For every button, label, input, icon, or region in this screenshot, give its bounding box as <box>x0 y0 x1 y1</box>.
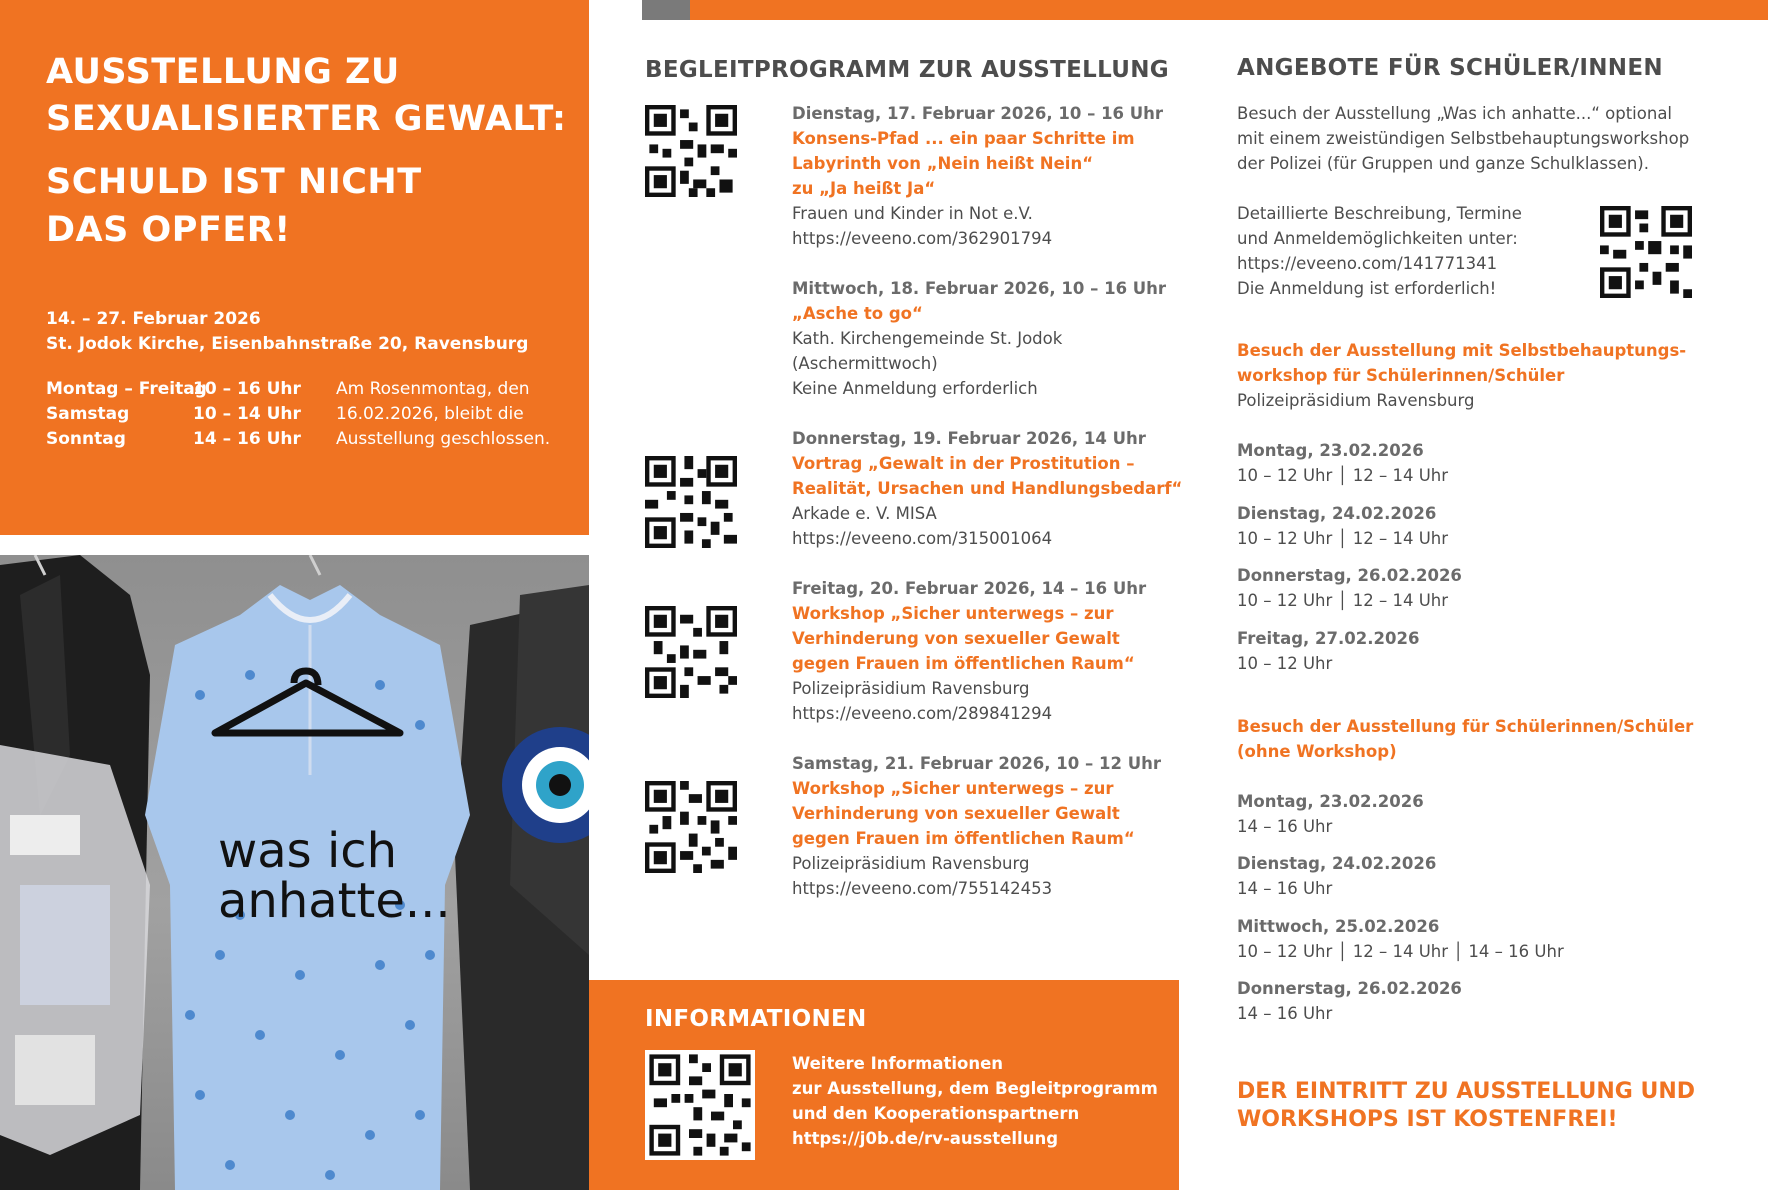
event-title: Workshop „Sicher unterwegs – zur <box>792 604 1114 623</box>
free-entry-notice: DER EINTRITT ZU AUSSTELLUNG UND <box>1237 1079 1696 1104</box>
event-date: Donnerstag, 19. Februar 2026, 14 Uhr <box>792 429 1146 448</box>
info-text: und den Kooperationspartnern <box>792 1104 1080 1123</box>
hours-time: 10 – 14 Uhr <box>193 404 301 424</box>
hours-day: Samstag <box>46 404 130 424</box>
schools-details: Die Anmeldung ist erforderlich! <box>1237 279 1497 298</box>
headline-panel <box>0 0 589 535</box>
exhibition-dates: 14. – 27. Februar 2026 <box>46 309 261 329</box>
block-title: Besuch der Ausstellung mit Selbstbehauptungs- <box>1237 341 1687 360</box>
event-organizer: Polizeipräsidium Ravensburg <box>792 854 1030 873</box>
info-title: INFORMATIONEN <box>645 1006 867 1032</box>
info-link[interactable]: https://j0b.de/rv-ausstellung <box>792 1129 1059 1148</box>
event-organizer: Frauen und Kinder in Not e.V. <box>792 204 1033 223</box>
event-title: gegen Frauen im öffentlichen Raum“ <box>792 829 1135 848</box>
hours-time: 10 – 16 Uhr <box>193 379 301 399</box>
qr-code-icon[interactable] <box>1600 206 1692 298</box>
slot-times: 10 – 12 Uhr │ 12 – 14 Uhr <box>1237 466 1449 485</box>
closure-note: Am Rosenmontag, den <box>336 379 530 399</box>
event-organizer: Kath. Kirchengemeinde St. Jodok <box>792 329 1063 348</box>
slot-day: Dienstag, 24.02.2026 <box>1237 854 1437 873</box>
schools-intro: mit einem zweistündigen Selbstbehauptungsworkshop <box>1237 129 1690 148</box>
slot-day: Montag, 23.02.2026 <box>1237 441 1424 460</box>
slot-times: 10 – 12 Uhr │ 12 – 14 Uhr │ 14 – 16 Uhr <box>1237 942 1564 961</box>
schools-details: Detaillierte Beschreibung, Termine <box>1237 204 1522 223</box>
slot-times: 14 – 16 Uhr <box>1237 879 1333 898</box>
slot-times: 10 – 12 Uhr │ 12 – 14 Uhr <box>1237 591 1449 610</box>
program-title: BEGLEITPROGRAMM ZUR AUSSTELLUNG <box>645 57 1169 83</box>
headline-line-4: DAS OPFER! <box>46 210 291 250</box>
headline-line-2: SEXUALISIERTER GEWALT: <box>46 99 567 139</box>
closure-note: 16.02.2026, bleibt die <box>336 404 524 424</box>
slot-times: 14 – 16 Uhr <box>1237 817 1333 836</box>
event-title: Konsens-Pfad ... ein paar Schritte im <box>792 129 1135 148</box>
clothes-photo <box>0 555 589 1190</box>
event-info: Keine Anmeldung erforderlich <box>792 379 1038 398</box>
qr-code-icon[interactable] <box>645 781 737 873</box>
event-title: gegen Frauen im öffentlichen Raum“ <box>792 654 1135 673</box>
schools-intro: der Polizei (für Gruppen und ganze Schulklassen). <box>1237 154 1649 173</box>
schools-title: ANGEBOTE FÜR SCHÜLER/INNEN <box>1237 55 1663 81</box>
top-accent-bar <box>690 0 1768 20</box>
event-date: Samstag, 21. Februar 2026, 10 – 12 Uhr <box>792 754 1161 773</box>
event-title: Workshop „Sicher unterwegs – zur <box>792 779 1114 798</box>
slot-times: 14 – 16 Uhr <box>1237 1004 1333 1023</box>
event-title: zu „Ja heißt Ja“ <box>792 179 936 198</box>
event-title: Realität, Ursachen und Handlungsbedarf“ <box>792 479 1183 498</box>
logo-line-2: anhatte... <box>218 873 451 929</box>
event-title: „Asche to go“ <box>792 304 923 323</box>
top-grey-bar <box>642 0 690 20</box>
schools-link[interactable]: https://eveeno.com/141771341 <box>1237 254 1498 273</box>
slot-times: 10 – 12 Uhr │ 12 – 14 Uhr <box>1237 529 1449 548</box>
headline-line-1: AUSSTELLUNG ZU <box>46 52 400 92</box>
exhibition-location: St. Jodok Kirche, Eisenbahnstraße 20, Ravensburg <box>46 334 529 354</box>
info-text: Weitere Informationen <box>792 1054 1004 1073</box>
slot-day: Mittwoch, 25.02.2026 <box>1237 917 1440 936</box>
event-link[interactable]: https://eveeno.com/362901794 <box>792 229 1053 248</box>
headline-line-3: SCHULD IST NICHT <box>46 162 422 202</box>
slot-day: Donnerstag, 26.02.2026 <box>1237 979 1462 998</box>
slot-day: Montag, 23.02.2026 <box>1237 792 1424 811</box>
event-info: (Aschermittwoch) <box>792 354 938 373</box>
slot-day: Donnerstag, 26.02.2026 <box>1237 566 1462 585</box>
event-link[interactable]: https://eveeno.com/315001064 <box>792 529 1053 548</box>
qr-code-icon[interactable] <box>645 456 737 548</box>
event-link[interactable]: https://eveeno.com/289841294 <box>792 704 1053 723</box>
event-date: Freitag, 20. Februar 2026, 14 – 16 Uhr <box>792 579 1147 598</box>
event-date: Dienstag, 17. Februar 2026, 10 – 16 Uhr <box>792 104 1164 123</box>
event-link[interactable]: https://eveeno.com/755142453 <box>792 879 1053 898</box>
event-title: Labyrinth von „Nein heißt Nein“ <box>792 154 1094 173</box>
info-text: zur Ausstellung, dem Begleitprogramm <box>792 1079 1158 1098</box>
event-title: Vortrag „Gewalt in der Prostitution – <box>792 454 1135 473</box>
block-organizer: Polizeipräsidium Ravensburg <box>1237 391 1475 410</box>
qr-code-icon[interactable] <box>645 1050 755 1160</box>
hours-day: Sonntag <box>46 429 126 449</box>
closure-note: Ausstellung geschlossen. <box>336 429 551 449</box>
block-title: (ohne Workshop) <box>1237 742 1397 761</box>
qr-code-icon[interactable] <box>645 105 737 197</box>
slot-times: 10 – 12 Uhr <box>1237 654 1333 673</box>
info-panel <box>589 980 1179 1190</box>
hours-day: Montag – Freitag <box>46 379 207 399</box>
hours-time: 14 – 16 Uhr <box>193 429 301 449</box>
qr-code-icon[interactable] <box>645 606 737 698</box>
event-organizer: Polizeipräsidium Ravensburg <box>792 679 1030 698</box>
schools-details: und Anmeldemöglichkeiten unter: <box>1237 229 1518 248</box>
logo-line-1: was ich <box>218 823 398 879</box>
event-date: Mittwoch, 18. Februar 2026, 10 – 16 Uhr <box>792 279 1167 298</box>
schools-intro: Besuch der Ausstellung „Was ich anhatte...“ optional <box>1237 104 1673 123</box>
block-title: workshop für Schülerinnen/Schüler <box>1237 366 1565 385</box>
free-entry-notice: WORKSHOPS IST KOSTENFREI! <box>1237 1107 1618 1132</box>
block-title: Besuch der Ausstellung für Schülerinnen/Schüler <box>1237 717 1694 736</box>
slot-day: Freitag, 27.02.2026 <box>1237 629 1420 648</box>
event-organizer: Arkade e. V. MISA <box>792 504 937 523</box>
event-title: Verhinderung von sexueller Gewalt <box>792 804 1120 823</box>
event-title: Verhinderung von sexueller Gewalt <box>792 629 1120 648</box>
slot-day: Dienstag, 24.02.2026 <box>1237 504 1437 523</box>
